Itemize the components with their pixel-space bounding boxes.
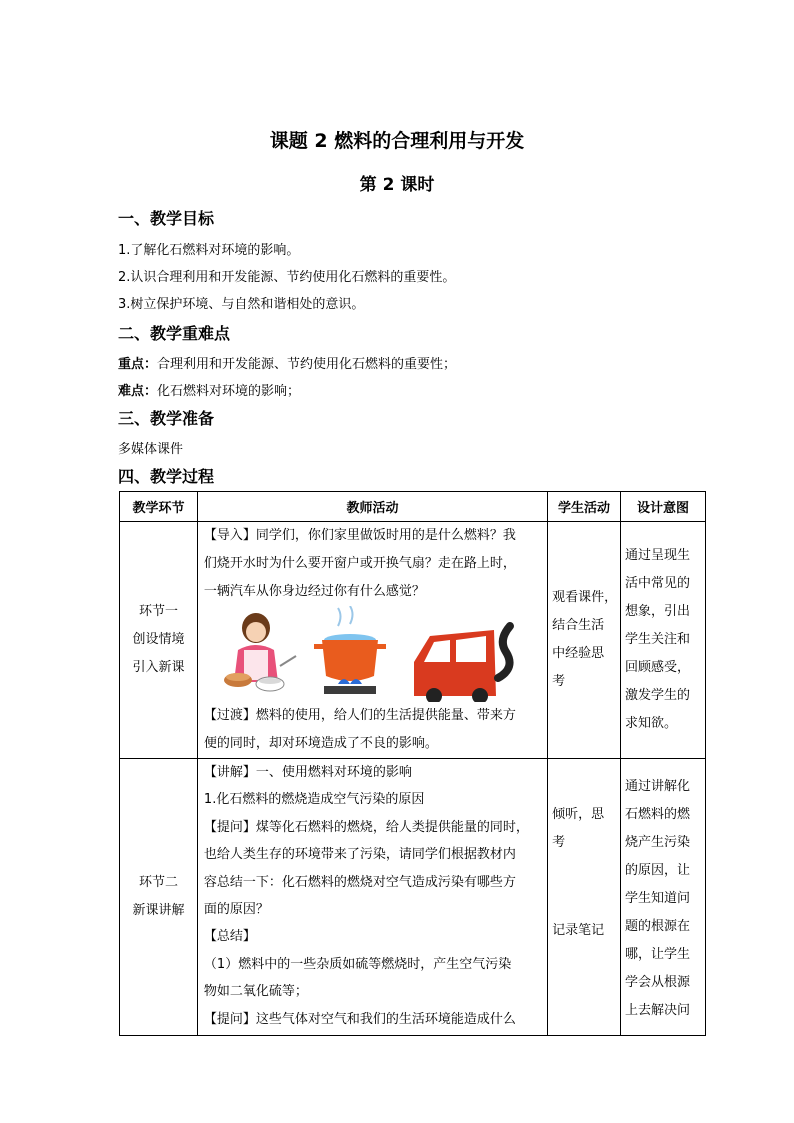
intent-line: 学生知道问 [624, 891, 690, 906]
teacher-line: 面的原因？ [203, 902, 269, 918]
teacher-line: 们烧开水时为什么要开窗户或开换气扇？走在路上时， [203, 556, 516, 571]
section-heading-key-points: 二、教学重难点 [118, 324, 231, 343]
stage-line: 引入新课 [132, 660, 185, 675]
stage-cell [120, 759, 198, 1036]
teacher-line: 便的同时，却对环境造成了不良的影响。 [203, 736, 438, 751]
teacher-line: （1）燃料中的一些杂质如硫等燃烧时，产生空气污染 [203, 956, 512, 972]
teacher-line: 1.化石燃料的燃烧造成空气污染的原因 [203, 792, 425, 808]
teacher-line: 物如二氧化硫等； [203, 984, 308, 1000]
header-stage: 教学环节 [120, 492, 198, 522]
intent-line: 通过讲解化 [624, 779, 690, 794]
stage-line: 新课讲解 [132, 903, 185, 918]
intent-line: 烧产生污染 [624, 835, 690, 850]
section-heading-process: 四、教学过程 [118, 467, 215, 486]
table-row [120, 522, 706, 759]
difficult-text: 化石燃料对环境的影响； [157, 384, 301, 399]
page-subtitle: 第 2 课时 [359, 175, 435, 195]
illustration-row [198, 606, 547, 702]
stage-line: 环节二 [138, 875, 178, 890]
student-line: 记录笔记 [552, 923, 605, 938]
header-student: 学生活动 [548, 492, 621, 522]
goal-item: 2.认识合理利用和开发能源、节约使用化石燃料的重要性。 [118, 270, 456, 285]
stage-line: 环节一 [138, 604, 178, 619]
teacher-line: 【提问】这些气体对空气和我们的生活环境能造成什么 [203, 1011, 516, 1027]
intent-line: 想象，引出 [624, 604, 690, 619]
student-cell [548, 522, 621, 759]
intent-line: 活中常见的 [624, 576, 690, 591]
student-line: 考 [552, 674, 566, 689]
intent-cell [620, 759, 705, 1036]
intent-line: 学生关注和 [624, 632, 690, 647]
stage-cell [120, 522, 198, 759]
intent-line: 上去解决问 [624, 1003, 690, 1018]
teacher-line: 也给人类生存的环境带来了污染，请同学们根据教材内 [203, 847, 516, 863]
student-line: 倾听，思 [552, 807, 605, 822]
difficult-label: 难点： [118, 384, 158, 399]
teacher-cell [197, 759, 547, 1036]
preparation-text: 多媒体课件 [118, 442, 184, 457]
difficult-point [118, 380, 300, 399]
student-line: 中经验思 [552, 646, 605, 661]
key-label: 重点： [118, 357, 158, 372]
key-text: 合理利用和开发能源、节约使用化石燃料的重要性； [157, 357, 457, 372]
student-cell [548, 759, 621, 1036]
teacher-line: 【过渡】燃料的使用，给人们的生活提供能量、带来方 [203, 708, 516, 723]
header-intent: 设计意图 [620, 492, 705, 522]
teacher-line: 【总结】 [203, 929, 256, 945]
intent-line: 求知欲。 [624, 716, 677, 731]
intent-line: 的原因，让 [624, 863, 690, 878]
intent-line: 通过呈现生 [624, 548, 690, 563]
teacher-line: 容总结一下：化石燃料的燃烧对空气造成污染有哪些方 [203, 874, 516, 890]
section-heading-goals: 一、教学目标 [118, 209, 215, 228]
teacher-line: 【导入】同学们，你们家里做饭时用的是什么燃料？我 [203, 528, 516, 543]
teacher-line: 【讲解】一、使用燃料对环境的影响 [203, 765, 412, 780]
header-teacher: 教师活动 [197, 492, 547, 522]
goal-item: 3.树立保护环境、与自然和谐相处的意识。 [118, 297, 365, 312]
key-point [118, 353, 456, 372]
intent-cell [620, 522, 705, 759]
table-header-row [120, 492, 706, 522]
intent-line: 回顾感受， [624, 660, 690, 675]
section-heading-preparation: 三、教学准备 [118, 409, 215, 428]
teacher-cell [197, 522, 547, 759]
illustration [198, 606, 544, 702]
student-line: 考 [552, 835, 566, 850]
student-line: 观看课件， [552, 590, 618, 605]
intent-line: 题的根源在 [624, 919, 690, 934]
intent-line: 激发学生的 [624, 688, 690, 703]
teacher-line: 【提问】煤等化石燃料的燃烧，给人类提供能量的同时， [203, 819, 529, 835]
table-row [120, 759, 706, 1036]
goal-item: 1.了解化石燃料对环境的影响。 [118, 243, 300, 258]
teacher-line: 一辆汽车从你身边经过你有什么感觉？ [203, 584, 425, 599]
intent-line: 哪，让学生 [624, 947, 690, 962]
page-title: 课题 2 燃料的合理利用与开发 [269, 130, 525, 152]
intent-line: 学会从根源 [624, 975, 690, 990]
student-line: 结合生活 [552, 618, 605, 633]
cooking-woman-illustration [224, 613, 296, 691]
stage-line: 创设情境 [132, 632, 185, 647]
boiling-pot-illustration [314, 606, 386, 694]
teaching-process-table [119, 491, 706, 1036]
intent-line: 石燃料的燃 [624, 807, 690, 822]
car-exhaust-illustration [414, 626, 510, 702]
